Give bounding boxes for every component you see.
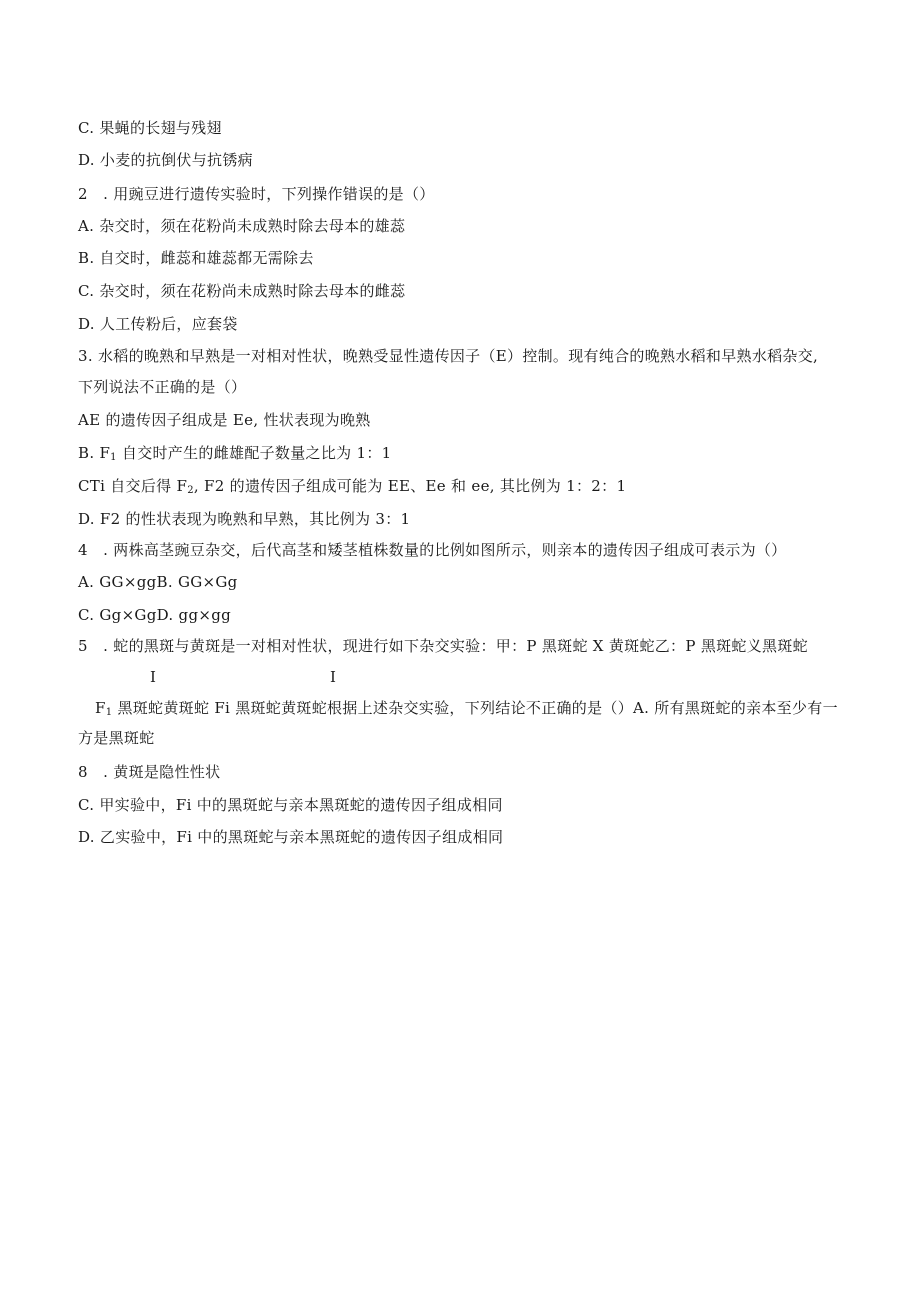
option-1d: D. 小麦的抗倒伏与抗锈病 bbox=[78, 151, 253, 169]
question-5-f1-line bbox=[95, 698, 865, 718]
option-2b: B. 自交时，雌蕊和雄蕊都无需除去 bbox=[78, 249, 314, 267]
question-3-line-1: 3. 水稻的晚熟和早熟是一对相对性状，晚熟受显性遗传因子（E）控制。现有纯合的晚熟水稻和早熟水稻杂交, bbox=[78, 347, 819, 365]
option-5c: C. 甲实验中，Fi 中的黑斑蛇与亲本黑斑蛇的遗传因子组成相同 bbox=[78, 796, 503, 814]
option-5d: D. 乙实验中，Fi 中的黑斑蛇与亲本黑斑蛇的遗传因子组成相同 bbox=[78, 828, 504, 846]
option-1c: C. 果蝇的长翅与残翅 bbox=[78, 119, 222, 137]
option-2c: C. 杂交时，须在花粉尚未成熟时除去母本的雌蕊 bbox=[78, 282, 406, 300]
option-3b bbox=[78, 443, 848, 463]
question-5: 5 . 蛇的黑斑与黄斑是一对相对性状，现进行如下杂交实验：甲：P 黑斑蛇 X 黄斑蛇乙：P 黑斑蛇义黑斑蛇 bbox=[78, 637, 808, 655]
subscript-2: 2 bbox=[187, 485, 194, 496]
option-3b-prefix: B. F bbox=[78, 444, 111, 462]
options-4ab: A. GG×ggB. GG×Gg bbox=[78, 573, 238, 591]
f1-prefix: F bbox=[95, 699, 106, 717]
option-2a: A. 杂交时，须在花粉尚未成熟时除去母本的雄蕊 bbox=[78, 217, 406, 235]
option-3a: AE 的遗传因子组成是 Ee, 性状表现为晚熟 bbox=[78, 411, 371, 429]
cross-arrow-mark-yi: I bbox=[330, 668, 336, 686]
option-3c bbox=[78, 476, 848, 496]
cross-arrow-mark-jia: I bbox=[150, 668, 156, 686]
option-3d: D. F2 的性状表现为晚熟和早熟，其比例为 3：1 bbox=[78, 510, 411, 528]
option-5b: 8 . 黄斑是隐性性状 bbox=[78, 763, 221, 781]
options-4cd: C. Gg×GgD. gg×gg bbox=[78, 606, 232, 624]
option-5a-continuation: 方是黑斑蛇 bbox=[78, 729, 155, 747]
f1-text: 黑斑蛇黄斑蛇 Fi 黑斑蛇黄斑蛇根据上述杂交实验，下列结论不正确的是（）A. 所有黑斑蛇的亲本至少有一 bbox=[112, 699, 838, 717]
option-2d: D. 人工传粉后，应套袋 bbox=[78, 315, 238, 333]
f1-subscript: 1 bbox=[105, 707, 113, 718]
question-3-line-2: 下列说法不正确的是（） bbox=[78, 378, 247, 396]
option-3c-suffix: , F2 的遗传因子组成可能为 EE、Ee 和 ee, 其比例为 1：2：1 bbox=[193, 477, 627, 495]
option-3b-suffix: 自交时产生的雌雄配子数量之比为 1：1 bbox=[116, 444, 392, 462]
subscript-1: 1 bbox=[110, 452, 117, 463]
option-3c-prefix: CTi 自交后得 F bbox=[78, 477, 188, 495]
question-4: 4 . 两株高茎豌豆杂交，后代高茎和矮茎植株数量的比例如图所示，则亲本的遗传因子组成可表示为（） bbox=[78, 541, 787, 559]
question-2: 2 . 用豌豆进行遗传实验时，下列操作错误的是（） bbox=[78, 185, 435, 203]
